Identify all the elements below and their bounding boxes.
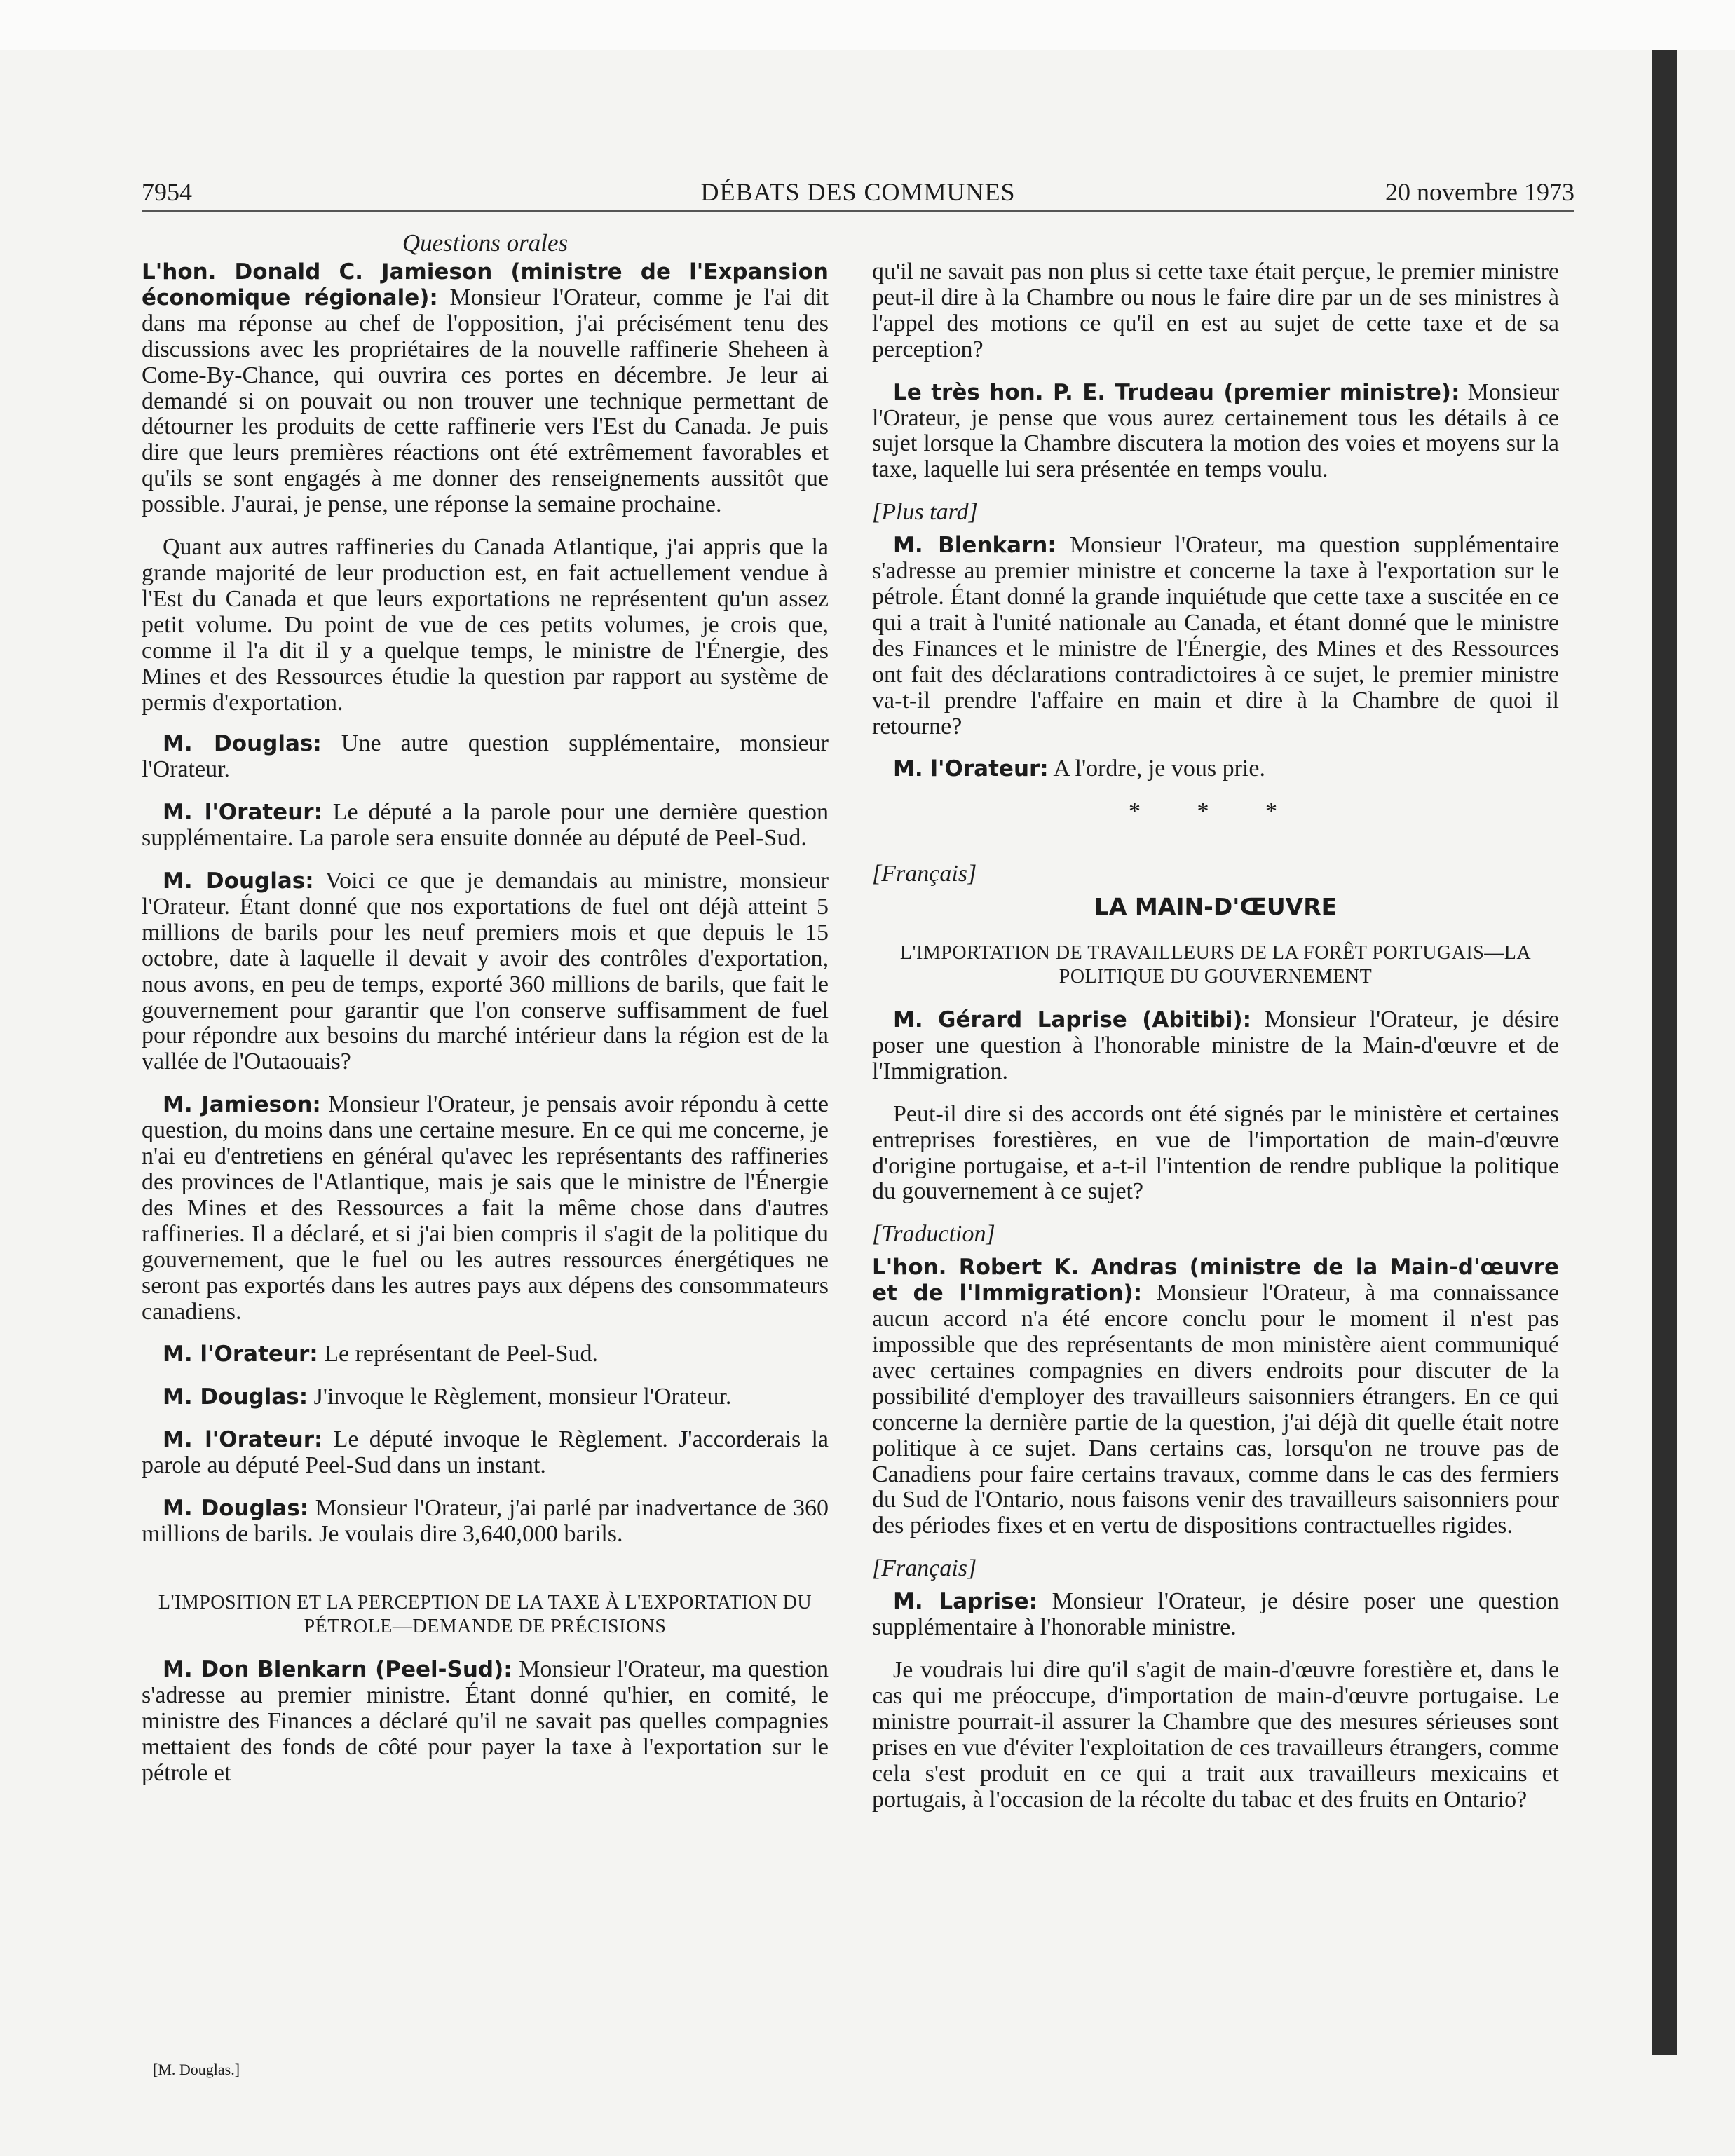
section-subtitle: L'IMPORTATION DE TRAVAILLEURS DE LA FORÊT PORTUGAIS—LA POLITIQUE DU GOUVERNEMENT — [899, 942, 1532, 988]
language-tag: [Français] — [872, 861, 977, 887]
section-label: Questions orales — [402, 229, 569, 257]
speaker-name: L'hon. Robert K. Andras (ministre de la Main-d'œuvre et de l'Immigration): — [872, 1255, 1559, 1306]
paragraph-text: Je voudrais lui dire qu'il s'agit de main-d'œuvre forestière et, dans le cas qui me préoccupe, d'importation de main-d'œuvre portugaise. Le ministre pourrait-il assurer la Chambre que des mesures sérieuses sont prises en vue d'éviter l'exploitation de ces travailleurs étrangers, comme cela s'est produit en ce qui a trait aux travailleurs mexicains et portugais, à l'occasion de la récolte du tabac et des fruits en Ontario? — [872, 1656, 1559, 1813]
paragraph-text: Le député a la parole pour une dernière question supplémentaire. La parole sera ensuite donnée au député de Peel-Sud. — [142, 799, 829, 852]
speaker-name: M. Laprise: — [893, 1589, 1038, 1615]
speaker-name: M. Douglas: — [163, 868, 314, 894]
paragraph — [142, 1092, 829, 1325]
paragraph — [872, 1255, 1559, 1539]
paragraph — [142, 535, 829, 716]
paragraph — [142, 800, 829, 852]
paragraph-text: Le député invoque le Règlement. J'accorderais la parole au député Peel-Sud dans un instant. — [142, 1426, 829, 1479]
right-column — [872, 259, 1559, 1829]
paragraph-text: J'invoque le Règlement, monsieur l'Orateur. — [313, 1384, 732, 1410]
speaker-name: L'hon. Donald C. Jamieson (ministre de l'Expansion économique régionale): — [142, 259, 829, 311]
session-tag: [Plus tard] — [872, 499, 978, 526]
section-separator: * * * — [1129, 798, 1302, 825]
paragraph — [872, 533, 1559, 739]
paragraph-text: A l'ordre, je vous prie. — [1053, 756, 1265, 782]
paragraph — [142, 731, 829, 783]
paragraph-text: Monsieur l'Orateur, ma question s'adresse au premier ministre. Étant donné qu'hier, en comité, le ministre des Finances a déclaré qu'il ne savait pas quelles compagnies mettaient des fonds de côté pour payer la taxe à l'exportation sur le pétrole et — [142, 1656, 829, 1786]
footer-note: [M. Douglas.] — [153, 2061, 240, 2078]
paragraph-text: Monsieur l'Orateur, je désire poser une question à l'honorable ministre de la Main-d'œuvre et de l'Immigration. — [872, 1007, 1560, 1084]
paragraph-text: Quant aux autres raffineries du Canada Atlantique, j'ai appris que la grande majorité de leur production est, en fait actuellement vendue à l'Est du Canada et que leurs exportations ne représentent qu'un assez petit volume. Du point de vue de ces petits volumes, je crois que, comme il l'a dit il y a quelque temps, le ministre de l'Énergie, des Mines et des Ressources étudie la question par rapport au système de permis d'exportation. — [142, 534, 829, 716]
paragraph — [142, 1657, 829, 1787]
speaker-name: Le très hon. P. E. Trudeau (premier ministre): — [893, 379, 1460, 405]
paragraph — [872, 259, 1559, 363]
speaker-name: M. l'Orateur: — [163, 800, 322, 826]
page-number: 7954 — [142, 178, 192, 206]
speaker-name: M. l'Orateur: — [163, 1427, 323, 1453]
paragraph-text: Monsieur l'Orateur, je pense que vous aurez certainement tous les détails à ce sujet lorsque la Chambre discutera la motion des voies et moyens sur la taxe, laquelle lui sera présentée en temps voulu. — [872, 378, 1559, 483]
language-tag: [Français] — [872, 1555, 977, 1582]
paragraph-text: Monsieur l'Orateur, ma question supplémentaire s'adresse au premier ministre et concerne la taxe à l'exportation sur le pétrole. Étant donné la grande inquiétude que cette taxe a suscitée en ce qui a trait à l'unité nationale au Canada, et étant donné que le ministre des Finances et le ministre de l'Énergie, des Mines et des Ressources ont fait des déclarations contradictoires à ce sujet, le premier ministre va-t-il prendre l'affaire en main et dire à la Chambre de quoi il retourne? — [872, 532, 1559, 739]
paragraph — [142, 1427, 829, 1479]
paragraph-text: Monsieur l'Orateur, j'ai parlé par inadvertance de 360 millions de barils. Je voulais dire 3,640,000 barils. — [142, 1495, 829, 1547]
paragraph — [142, 1384, 829, 1410]
paragraph — [142, 868, 829, 1075]
paragraph-text: Une autre question supplémentaire, monsieur l'Orateur. — [142, 730, 829, 783]
section-title: LA MAIN-D'ŒUVRE — [1094, 893, 1338, 921]
paragraph — [872, 1007, 1559, 1085]
paragraph — [872, 380, 1559, 484]
paragraph — [142, 1496, 829, 1548]
paragraph-text: Monsieur l'Orateur, je désire poser une question supplémentaire à l'honorable ministre. — [872, 1588, 1560, 1641]
paragraph — [872, 756, 1559, 782]
paragraph — [872, 1589, 1559, 1641]
paragraph — [142, 1342, 829, 1367]
speaker-name: M. Gérard Laprise (Abitibi): — [893, 1007, 1252, 1033]
left-column — [142, 259, 829, 1803]
paragraph-text: Monsieur l'Orateur, je pensais avoir répondu à cette question, du moins dans une certaine mesure. En ce qui me concerne, je n'ai eu d'entretiens en général qu'avec les représentants des raffineries des provinces de l'Atlantique, mais je sais que le ministre de l'Énergie des Mines et des Ressources a fait la même chose dans d'autres raffineries. Il a déclaré, et si j'ai bien compris il s'agit de la politique du gouvernement, que le fuel ou les autres ressources énergétiques ne seront pas exportés dans les autres pays aux dépens des consommateurs canadiens. — [142, 1091, 829, 1325]
speaker-name: M. Jamieson: — [163, 1092, 321, 1118]
paragraph — [872, 1658, 1559, 1813]
speaker-name: M. l'Orateur: — [163, 1342, 318, 1367]
paragraph — [872, 1102, 1559, 1206]
speaker-name: M. Blenkarn: — [893, 533, 1056, 559]
paragraph-text: Monsieur l'Orateur, à ma connaissance aucun accord n'a été encore conclu pour le moment il n'est pas impossible que des représentants de mon ministère aient communiqué avec certaines compagnies en divers endroits pour discuter de la possibilité d'employer des travailleurs saisonniers étrangers. En ce qui concerne la dernière partie de la question, j'ai déjà dit quelle était notre politique à ce sujet. Dans certains cas, lorsqu'on ne trouve pas de Canadiens pour faire certains travaux, comme dans le cas des fermiers du Sud de l'Ontario, nous faisons venir des travailleurs saisonniers pour des périodes fixes et en vertu de dispositions contractuelles rigides. — [872, 1280, 1559, 1539]
paragraph-text: Monsieur l'Orateur, comme je l'ai dit dans ma réponse au chef de l'opposition, j'ai précisément tenu des discussions avec les propriétaires de la nouvelle raffinerie Sheheen à Come-By-Chance, qui ouvrira ces portes en décembre. Je leur ai demandé si on pouvait ou non trouver une technique permettant de détourner les produits de cette raffinerie vers l'Est du Canada. Je puis dire que leurs premières réactions ont été extrêmement favorables et qu'ils se sont engagés à me donner des renseignements aussitôt que possible. J'aurai, je pense, une réponse la semaine prochaine. — [142, 284, 829, 518]
paragraph — [142, 259, 829, 518]
speaker-name: M. Douglas: — [163, 731, 322, 757]
paragraph-text: Peut-il dire si des accords ont été signés par le ministère et certaines entreprises forestières, en vue de l'importation de main-d'œuvre d'origine portugaise, et a-t-il l'intention de rendre publique la politique du gouvernement à ce sujet? — [872, 1100, 1559, 1205]
speaker-name: M. l'Orateur: — [893, 756, 1049, 782]
paragraph-text: Voici ce que je demandais au ministre, monsieur l'Orateur. Étant donné que nos exportations de fuel ont déjà atteint 5 millions de barils pour les neuf premiers mois et que depuis le 15 octobre, date à laquelle il devait y avoir des contrôles d'exportation, nous avons, en peu de temps, exporté 360 millions de barils, que fait le gouvernement pour garantir que l'on conserve suffisamment de fuel pour répondre aux besoins du marché intérieur dans la région est de la vallée de l'Outaouais? — [142, 868, 829, 1075]
language-tag: [Traduction] — [872, 1221, 995, 1248]
speaker-name: M. Douglas: — [163, 1384, 308, 1410]
speaker-name: M. Douglas: — [163, 1496, 309, 1522]
publication-title: DÉBATS DES COMMUNES — [700, 178, 1016, 206]
paragraph-text: qu'il ne savait pas non plus si cette taxe était perçue, le premier ministre peut-il dire à la Chambre ou nous le faire dire par un de ses ministres à l'appel des motions ce qu'il en est au sujet de cette taxe et de sa perception? — [872, 259, 1559, 362]
header-date: 20 novembre 1973 — [1385, 178, 1574, 206]
running-header — [142, 174, 1574, 212]
speaker-name: M. Don Blenkarn (Peel-Sud): — [163, 1656, 512, 1682]
paragraph-text: Le représentant de Peel-Sud. — [324, 1341, 599, 1367]
section-heading: L'IMPOSITION ET LA PERCEPTION DE LA TAXE À L'EXPORTATION DU PÉTROLE—DEMANDE DE PRÉCISIONS — [158, 1591, 812, 1637]
